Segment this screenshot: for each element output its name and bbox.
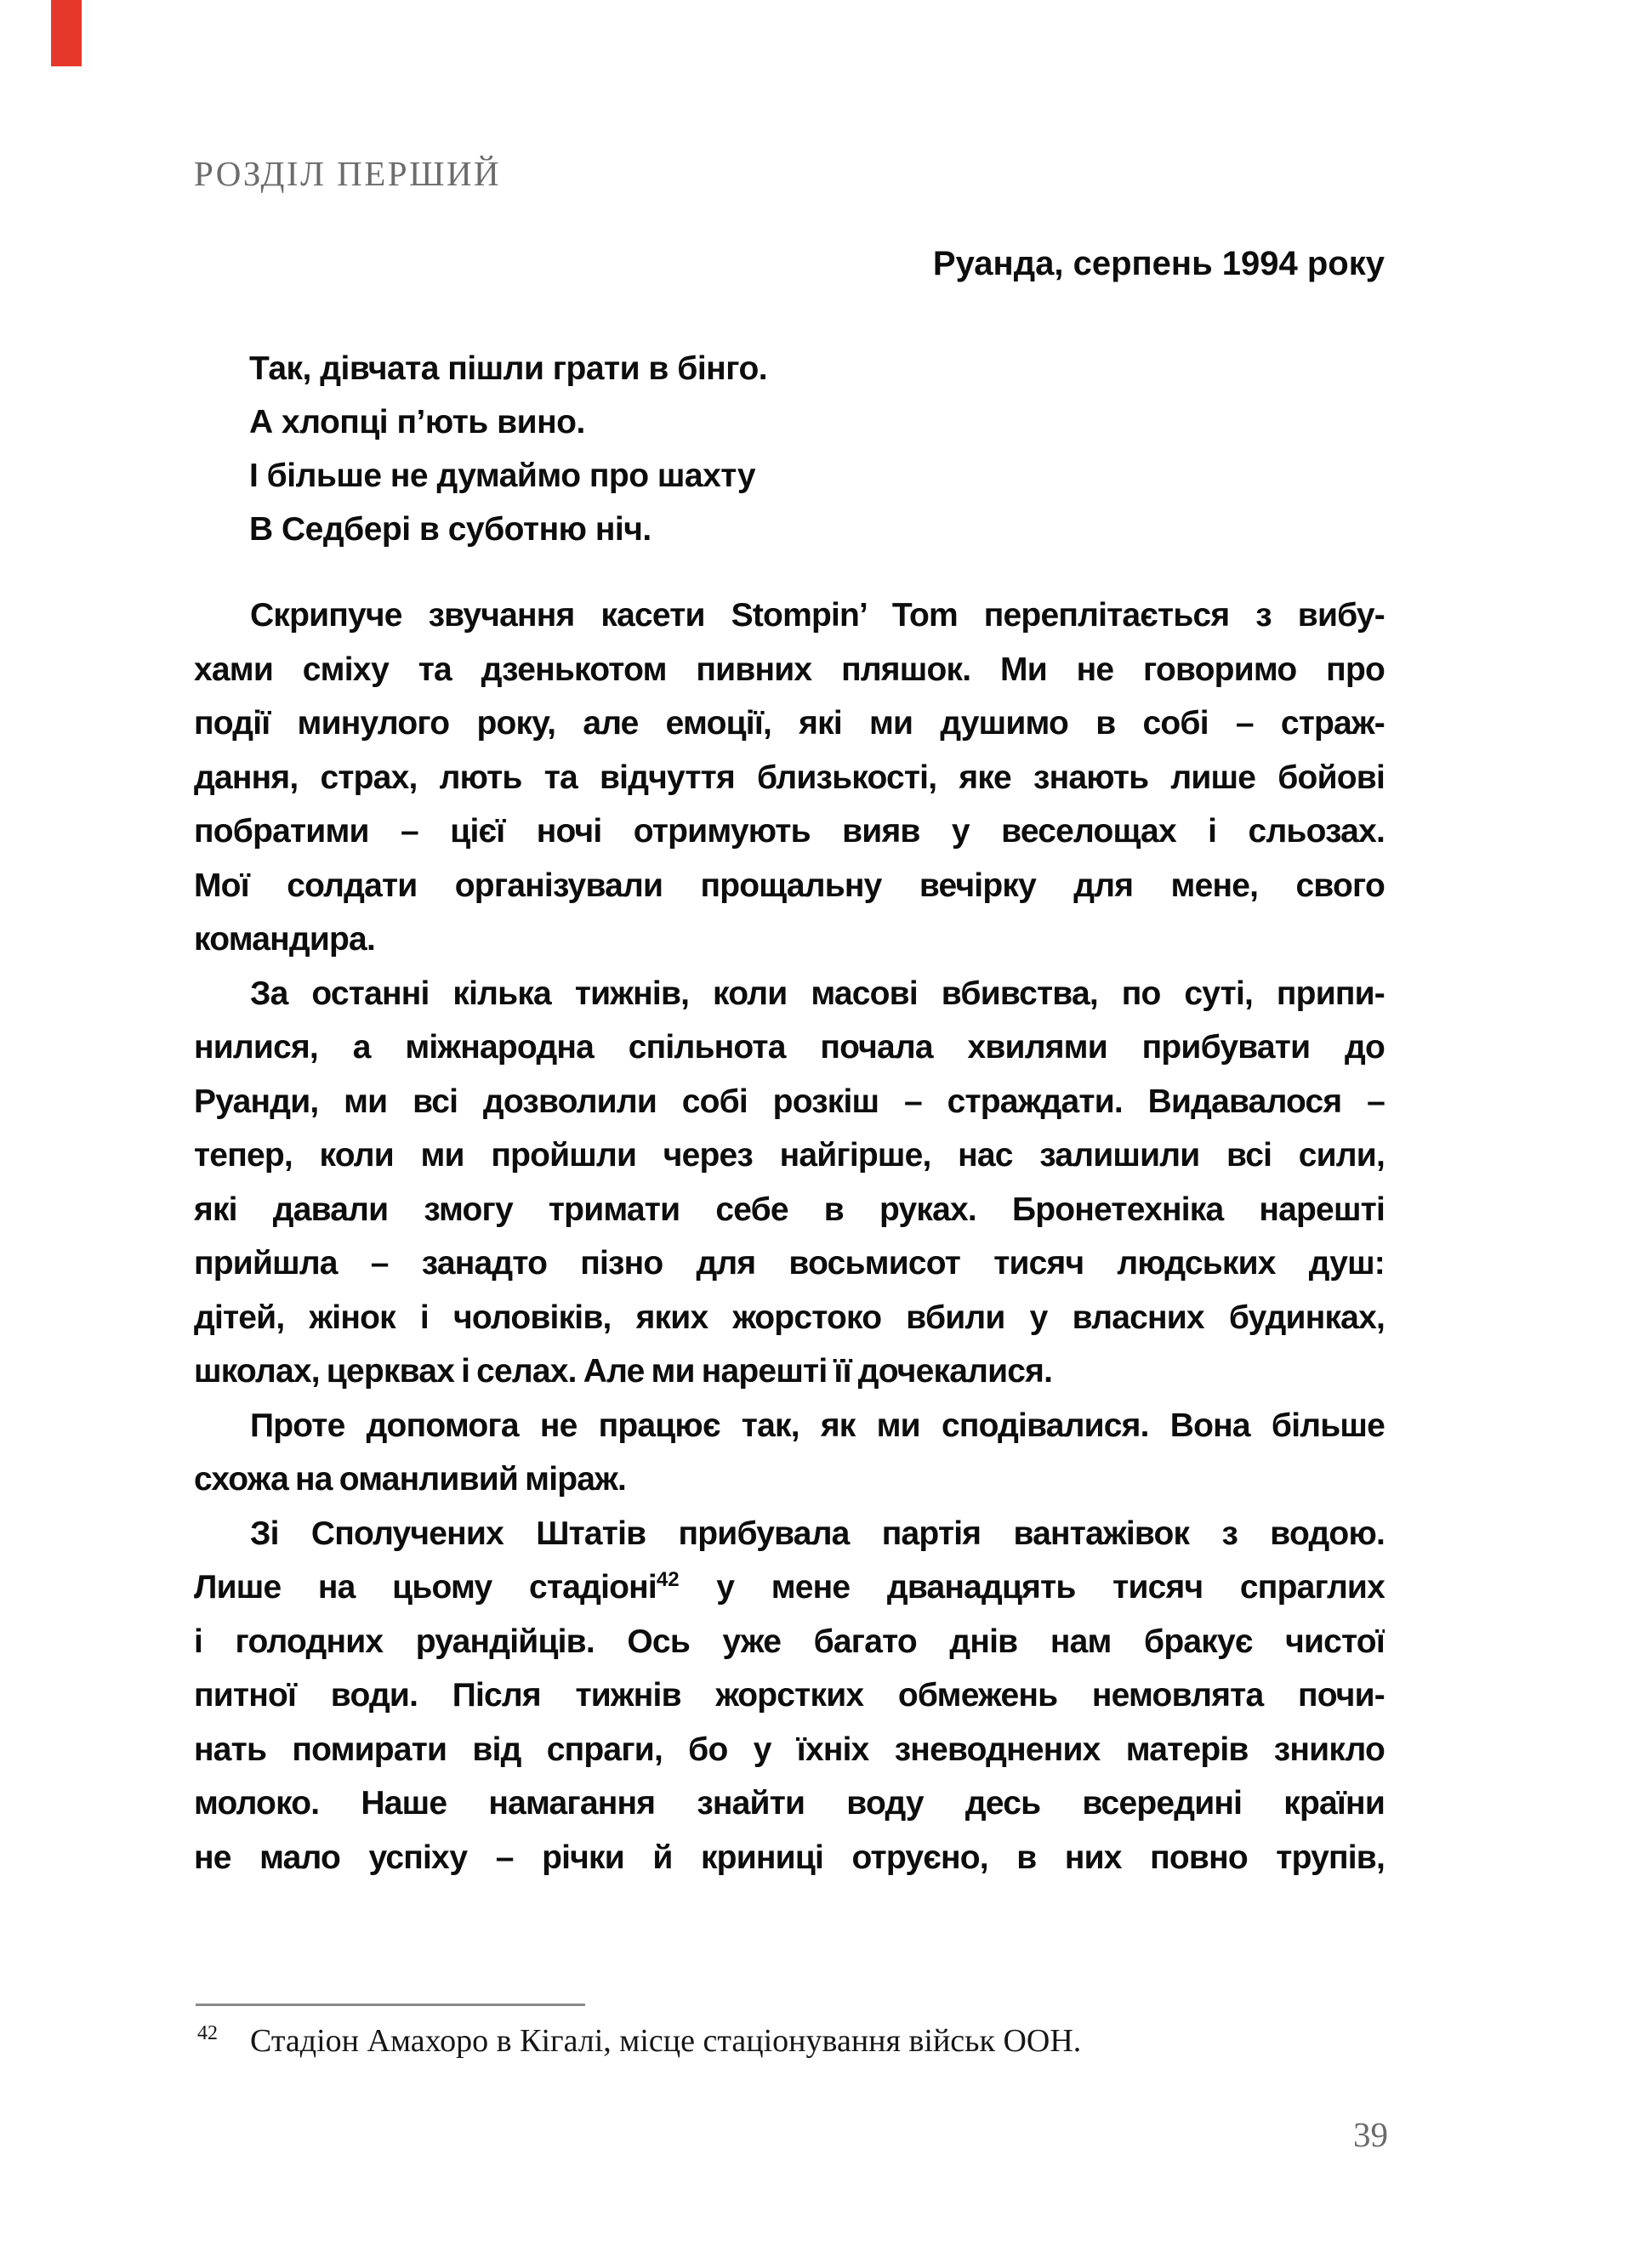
body-line: Проте допомога не працює так, як ми сподівалися. Вона більше (250, 1407, 1385, 1444)
chapter-header: РОЗДІЛ ПЕРШИЙ (194, 154, 502, 193)
body-line: Скрипуче звучання касети Stompin’ Tom переплітається з вибу- (250, 597, 1385, 634)
body-line: За останні кілька тижнів, коли масові вбивства, по суті, припи- (250, 975, 1385, 1012)
body-line: які давали змогу тримати себе в руках. Бронетехніка нарешті (194, 1191, 1385, 1228)
body-line: школах, церквах і селах. Але ми нарешті її дочекалися. (194, 1353, 1053, 1390)
body-line: нать помирати від спраги, бо у їхніх зневоднених матерів зникло (194, 1731, 1385, 1768)
body-line: дання, страх, лють та відчуття близькості, яке знають лише бойові (194, 759, 1385, 796)
dateline: Руанда, серпень 1994 року (932, 245, 1385, 282)
footnote-reference: 42 (656, 1568, 680, 1591)
body-line: молоко. Наше намагання знайти воду десь всередині країни (194, 1785, 1385, 1822)
epigraph-poem (249, 342, 767, 556)
body-line: і голодних руандійців. Ось уже багато днів нам бракує чистої (194, 1623, 1385, 1660)
body-line: побратими – цієї ночі отримують вияв у веселощах і сльозах. (194, 813, 1385, 850)
page-edge-red-mark (51, 0, 82, 66)
epigraph-line: А хлопці п’ють вино. (249, 404, 585, 441)
body-line: схожа на оманливий міраж. (194, 1461, 627, 1498)
body-line: питної води. Після тижнів жорстких обмежень немовлята почи- (194, 1677, 1385, 1714)
body-line: хами сміху та дзенькотом пивних пляшок. Ми не говоримо про (194, 651, 1385, 688)
footnote-divider (196, 2004, 585, 2006)
footnote-text: Стадіон Амахоро в Кігалі, місце стаціонування військ ООН. (250, 2023, 1082, 2059)
body-line: командира. (194, 921, 375, 958)
body-text (194, 588, 1385, 1884)
epigraph-line: В Седбері в суботню ніч. (249, 511, 651, 548)
footnote-marker: 42 (197, 2022, 218, 2045)
footnote (197, 2017, 1388, 2065)
body-line: Руанди, ми всі дозволили собі розкіш – страждати. Видавалося – (194, 1083, 1385, 1120)
body-line: не мало успіху – річки й криниці отруєно, в них повно трупів, (194, 1839, 1385, 1876)
body-line: тепер, коли ми пройшли через найгірше, нас залишили всі сили, (194, 1137, 1385, 1174)
body-line: прийшла – занадто пізно для восьмисот тисяч людських душ: (194, 1245, 1385, 1282)
epigraph-line: І більше не думаймо про шахту (249, 458, 756, 494)
body-line: події минулого року, але емоції, які ми душимо в собі – страж- (194, 705, 1385, 742)
body-line: Мої солдати організували прощальну вечірку для мене, свого (194, 867, 1385, 904)
body-line: нилися, а міжнародна спільнота почала хвилями прибувати до (194, 1029, 1385, 1066)
page-number: 39 (1353, 2115, 1388, 2154)
body-line: Лише на цьому стадіоні$^{42}$ у мене дванадцять тисяч спраглих (194, 1568, 1385, 1606)
body-line: дітей, жінок і чоловіків, яких жорстоко вбили у власних будинках, (194, 1299, 1385, 1336)
body-line: Зі Сполучених Штатів прибувала партія вантажівок з водою. (250, 1515, 1385, 1552)
epigraph-line: Так, дівчата пішли грати в бінго. (249, 350, 768, 387)
